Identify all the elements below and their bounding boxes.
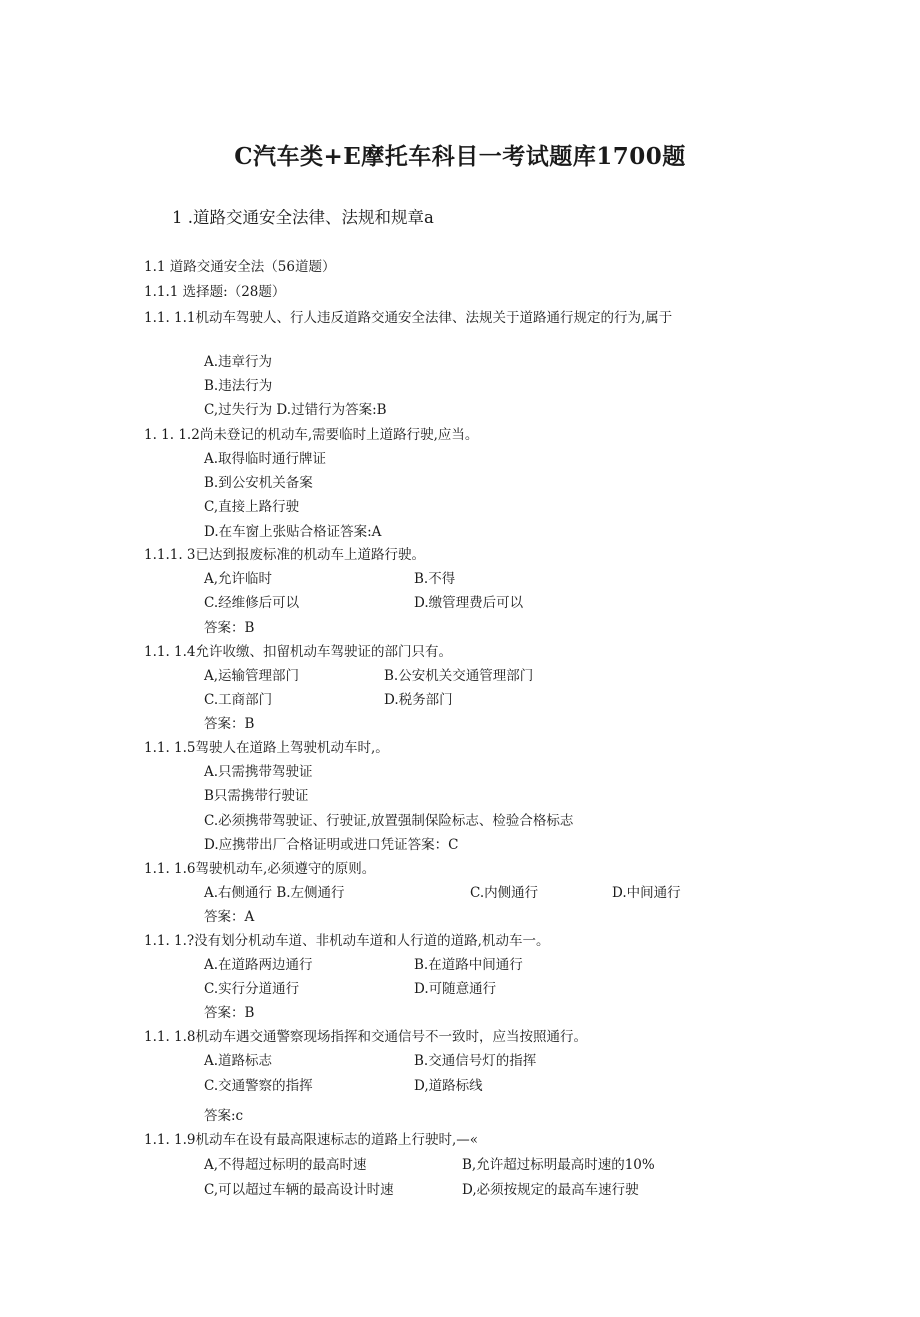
option-text: D.税务部门 <box>384 692 453 708</box>
option-text: A,不得超过标明的最高时速 <box>204 1157 367 1173</box>
option-text: A.取得临时通行牌证 <box>204 451 327 467</box>
option-text: B.违法行为 <box>204 378 273 394</box>
answer-text: 答案：B <box>204 1005 255 1021</box>
option-text: C.内侧通行 <box>470 885 539 901</box>
question-stem: 1.1. 1.4允许收缴、扣留机动车驾驶证的部门只有。 <box>144 644 453 660</box>
question-stem: 1.1. 1.8机动车遇交通警察现场指挥和交通信号不一致时，应当按照通行。 <box>144 1029 588 1045</box>
option-answer-text: D.在车窗上张贴合格证答案:A <box>204 524 382 540</box>
question-stem: 1.1. 1.9机动车在设有最高限速标志的道路上行驶时,—« <box>144 1132 479 1148</box>
question-stem: 1.1. 1.6驾驶机动车,必须遵守的原则。 <box>144 861 376 877</box>
option-text: D,必须按规定的最高车速行驶 <box>462 1182 639 1198</box>
option-text: C,直接上路行驶 <box>204 499 300 515</box>
option-text: B.交通信号灯的指挥 <box>414 1053 537 1069</box>
question-stem: 1.1.1. 3已达到报废标准的机动车上道路行驶。 <box>144 547 426 563</box>
option-text: C.交通警察的指挥 <box>204 1078 313 1094</box>
option-text: C.经维修后可以 <box>204 595 300 611</box>
option-text: B.在道路中间通行 <box>414 957 523 973</box>
answer-text: 答案：B <box>204 716 255 732</box>
section-heading: 1.1 道路交通安全法（56道题） <box>144 259 336 275</box>
option-text: B.到公安机关备案 <box>204 475 313 491</box>
question-stem: 1.1. 1.1机动车驾驶人、行人违反道路交通安全法律、法规关于道路通行规定的行为,属于 <box>144 310 673 326</box>
option-text: C.实行分道通行 <box>204 981 300 997</box>
option-text: A.右侧通行 B.左侧通行 <box>204 885 345 901</box>
option-text: C.必须携带驾驶证、行驶证,放置强制保险标志、检验合格标志 <box>204 813 574 829</box>
option-text: A.违章行为 <box>204 354 273 370</box>
option-text: D.可随意通行 <box>414 981 497 997</box>
option-text: A.道路标志 <box>204 1053 273 1069</box>
option-text: B只需携带行驶证 <box>204 788 309 804</box>
chapter-heading: 1 .道路交通安全法律、法规和规章a <box>172 208 434 227</box>
option-text: C,可以超过车辆的最高设计时速 <box>204 1182 394 1198</box>
option-text: A,运输管理部门 <box>204 668 300 684</box>
option-text: C.工商部门 <box>204 692 273 708</box>
question-stem: 1.1. 1.?没有划分机动车道、非机动车道和人行道的道路,机动车一。 <box>144 933 550 949</box>
subsection-heading: 1.1.1 选择题:（28题） <box>144 284 286 300</box>
option-answer-text: C,过失行为 D.过错行为答案:B <box>204 402 387 418</box>
option-answer-text: D.应携带出厂合格证明或进口凭证答案：C <box>204 837 459 853</box>
answer-text: 答案：A <box>204 909 255 925</box>
question-stem: 1.1. 1.5驾驶人在道路上驾驶机动车时,。 <box>144 740 389 756</box>
question-stem: 1. 1. 1.2尚未登记的机动车,需要临时上道路行驶,应当。 <box>144 427 479 443</box>
option-text: A.在道路两边通行 <box>204 957 313 973</box>
answer-text: 答案:c <box>204 1108 244 1124</box>
option-text: B.不得 <box>414 571 456 587</box>
option-text: D.缴管理费后可以 <box>414 595 524 611</box>
option-text: A,允许临时 <box>204 571 273 587</box>
option-text: B.公安机关交通管理部门 <box>384 668 534 684</box>
option-text: B,允许超过标明最高时速的10% <box>462 1157 655 1173</box>
option-text: A.只需携带驾驶证 <box>204 764 313 780</box>
answer-text: 答案：B <box>204 620 255 636</box>
document-title: C汽车类+E摩托车科目一考试题库1700题 <box>234 143 686 170</box>
option-text: D,道路标线 <box>414 1078 483 1094</box>
option-text: D.中间通行 <box>612 885 681 901</box>
